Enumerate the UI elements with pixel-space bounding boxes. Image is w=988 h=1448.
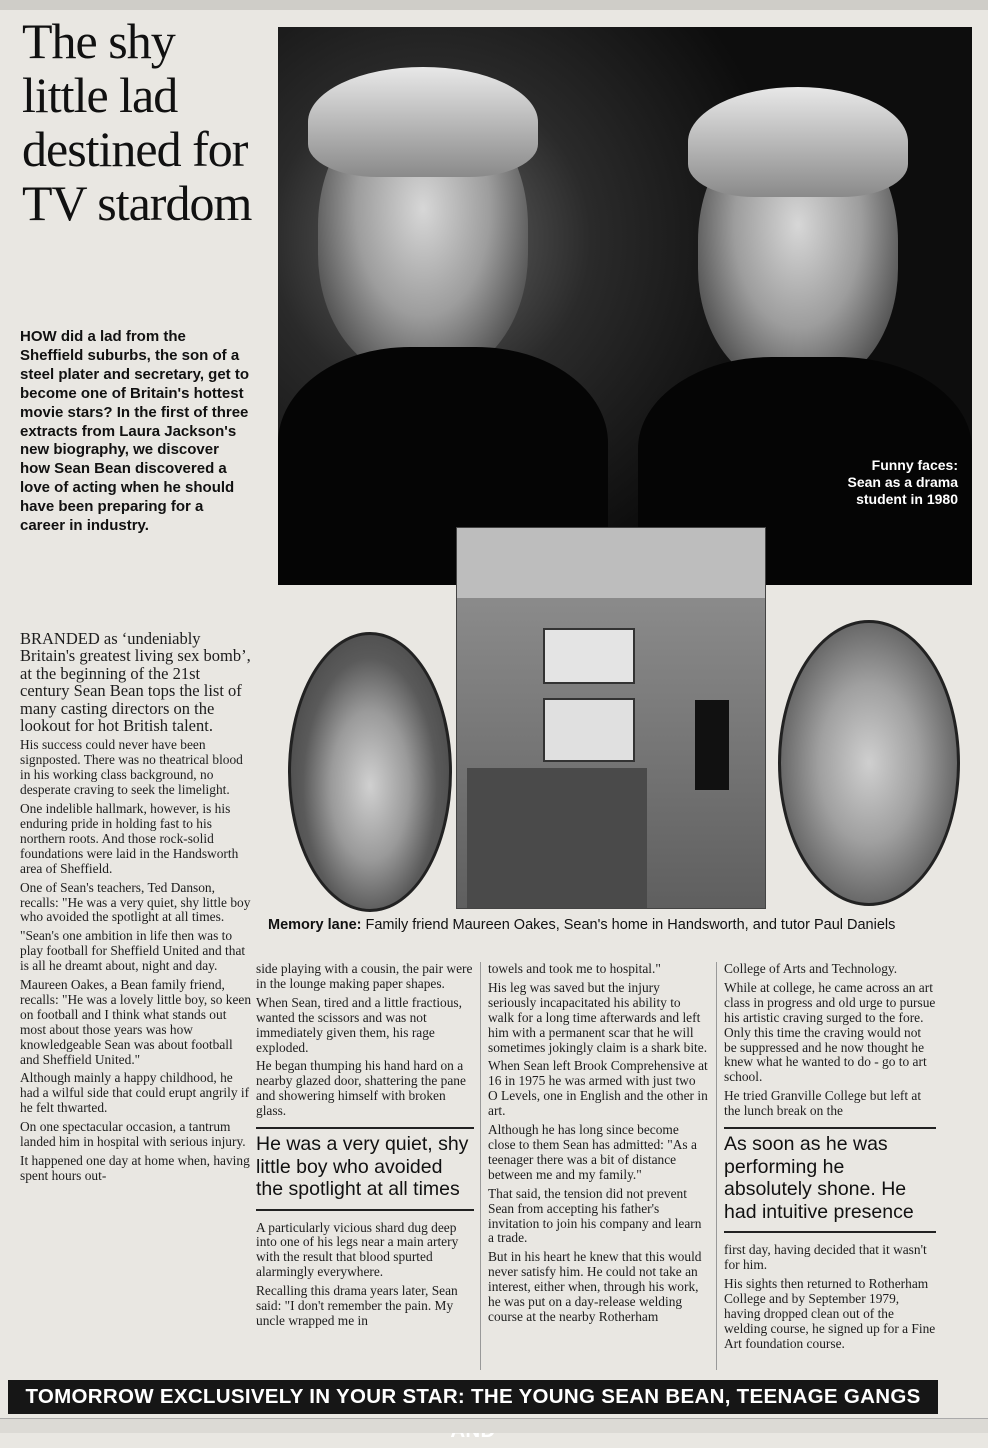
caption-memory-text: Family friend Maureen Oakes, Sean's home in Handsworth, and tutor Paul Daniels bbox=[361, 917, 896, 933]
house-door bbox=[695, 700, 729, 790]
col1-para: Although mainly a happy childhood, he had a wilful side that could erupt angrily if he felt thwarted. bbox=[20, 1070, 250, 1116]
col2-para: Recalling this drama years later, Sean said: "I don't remember the pain. My uncle wrapped me in bbox=[256, 1283, 458, 1328]
tomorrow-banner: TOMORROW EXCLUSIVELY IN YOUR STAR: THE YOUNG SEAN BEAN, TEENAGE GANGS bbox=[8, 1380, 938, 1414]
col2-para: He began thumping his hand hard on a nearby glazed door, shattering the pane and showering himself with broken glass. bbox=[256, 1058, 466, 1119]
col4-para: While at college, he came across an art class in progress and old urge to pursue his artistic craving surged to the fore. Only this time the craving would not be suppressed and he now thought he knew what he wanted to do - go to art school. bbox=[724, 979, 936, 1085]
col1-para: It happened one day at home when, having spent hours out- bbox=[20, 1153, 250, 1183]
column-4 bbox=[724, 962, 936, 1355]
col1-para: "Sean's one ambition in life then was to play football for Sheffield United and that is all he dreamt about, night and day. bbox=[20, 928, 246, 974]
col1-para: On one spectacular occasion, a tantrum landed him in hospital with serious injury. bbox=[20, 1119, 246, 1150]
page-bottom-strip bbox=[0, 1418, 988, 1433]
headline: The shy little lad destined for TV stardom bbox=[22, 13, 252, 231]
caption-memory-label: Memory lane: bbox=[268, 917, 362, 933]
col4-para: He tried Granville College but left at the lunch break on the bbox=[724, 1088, 922, 1119]
house-roof bbox=[457, 528, 765, 598]
col4-para: His sights then returned to Rotherham College and by September 1979, having dropped clean out of the welding course, he signed up for a Fine Art foundation course. bbox=[724, 1275, 936, 1351]
caption-funny-faces: Funny faces: Sean as a drama student in 1980 bbox=[847, 457, 958, 507]
column-3 bbox=[488, 962, 708, 1329]
house-window-lower bbox=[543, 698, 635, 762]
main-photo-funny-faces bbox=[278, 27, 972, 585]
standfirst: HOW did a lad from the Sheffield suburbs, the son of a steel plater and secretary, get to become one of Britain's hottest movie stars? In the first of three extracts from Laura Jackson's new biography, we discover how Sean Bean discovered a love of acting when he should have been preparing for a career in industry. bbox=[20, 328, 249, 535]
page-top-strip bbox=[0, 0, 988, 10]
col3-para: towels and took me to hospital." bbox=[488, 961, 661, 976]
col3-para: His leg was saved but the injury seriously incapacitated his ability to walk for a long time afterwards and left him with a permanent scar that he will sometimes jokingly claim is a shark bite. bbox=[488, 979, 708, 1055]
col3-para: But in his heart he knew that this would never satisfy him. He could not take an interest, either when, through his work, he was put on a day-release welding course at the nearby Rotherham bbox=[488, 1249, 702, 1324]
caption-memory-lane bbox=[268, 917, 978, 933]
column-rule bbox=[480, 962, 481, 1370]
column-1 bbox=[20, 630, 252, 1188]
pull-quote-2: As soon as he was performing he absolutely shone. He had intuitive presence bbox=[724, 1127, 936, 1233]
hair-right bbox=[688, 87, 908, 197]
house-window-upper bbox=[543, 628, 635, 684]
col1-para: BRANDED as ‘undeniably Britain's greatest living sex bomb’, at the beginning of the 21st century Sean Bean tops the list of many casting directors on the lookout for hot British talent. bbox=[20, 629, 251, 736]
portrait-paul-daniels bbox=[778, 620, 960, 906]
house-hedge bbox=[467, 768, 647, 908]
col3-para: That said, the tension did not prevent Sean from accepting his father's invitation to join his company and learn a trade. bbox=[488, 1185, 702, 1246]
col3-para: Although he has long since become close to them Sean has admitted: "As a teenager there was a bit of distance between me and my family." bbox=[488, 1122, 697, 1182]
col4-para: first day, having decided that it wasn't for him. bbox=[724, 1242, 927, 1272]
col1-para: Maureen Oakes, a Bean family friend, recalls: "He was a lovely little boy, so keen on football and I think what stands out most about those years was how knowledgeable Sean was about football and Sheffield United." bbox=[20, 977, 252, 1067]
col2-para: A particularly vicious shard dug deep into one of his legs near a main artery with the result that blood spurted alarmingly everywhere. bbox=[256, 1219, 459, 1280]
col1-para: One indelible hallmark, however, is his enduring pride in holding fast to his northern roots. And those rock-solid foundations were laid in the Handsworth area of Sheffield. bbox=[20, 801, 239, 876]
col1-para: His success could never have been signposted. There was no theatrical blood in his working class background, no desperate craving to seek the limelight. bbox=[20, 737, 243, 798]
col2-para: side playing with a cousin, the pair were in the lounge making paper shapes. bbox=[256, 961, 473, 991]
photo-house-handsworth bbox=[456, 527, 766, 909]
column-2 bbox=[256, 962, 474, 1333]
col3-para: When Sean left Brook Comprehensive at 16 in 1975 he was armed with just two O Levels, one in English and the other in art. bbox=[488, 1058, 708, 1119]
pull-quote-1: He was a very quiet, shy little boy who avoided the spotlight at all times bbox=[256, 1127, 474, 1211]
col1-para: One of Sean's teachers, Ted Danson, recalls: "He was a very quiet, shy little boy who avoided the spotlight at all times. bbox=[20, 879, 251, 925]
col4-para: College of Arts and Technology. bbox=[724, 961, 898, 976]
column-rule bbox=[716, 962, 717, 1370]
col2-para: When Sean, tired and a little fractious, wanted the scissors and was not immediately given them, his rage exploded. bbox=[256, 994, 462, 1055]
hair-left bbox=[308, 67, 538, 177]
portrait-maureen-oakes bbox=[288, 632, 452, 912]
